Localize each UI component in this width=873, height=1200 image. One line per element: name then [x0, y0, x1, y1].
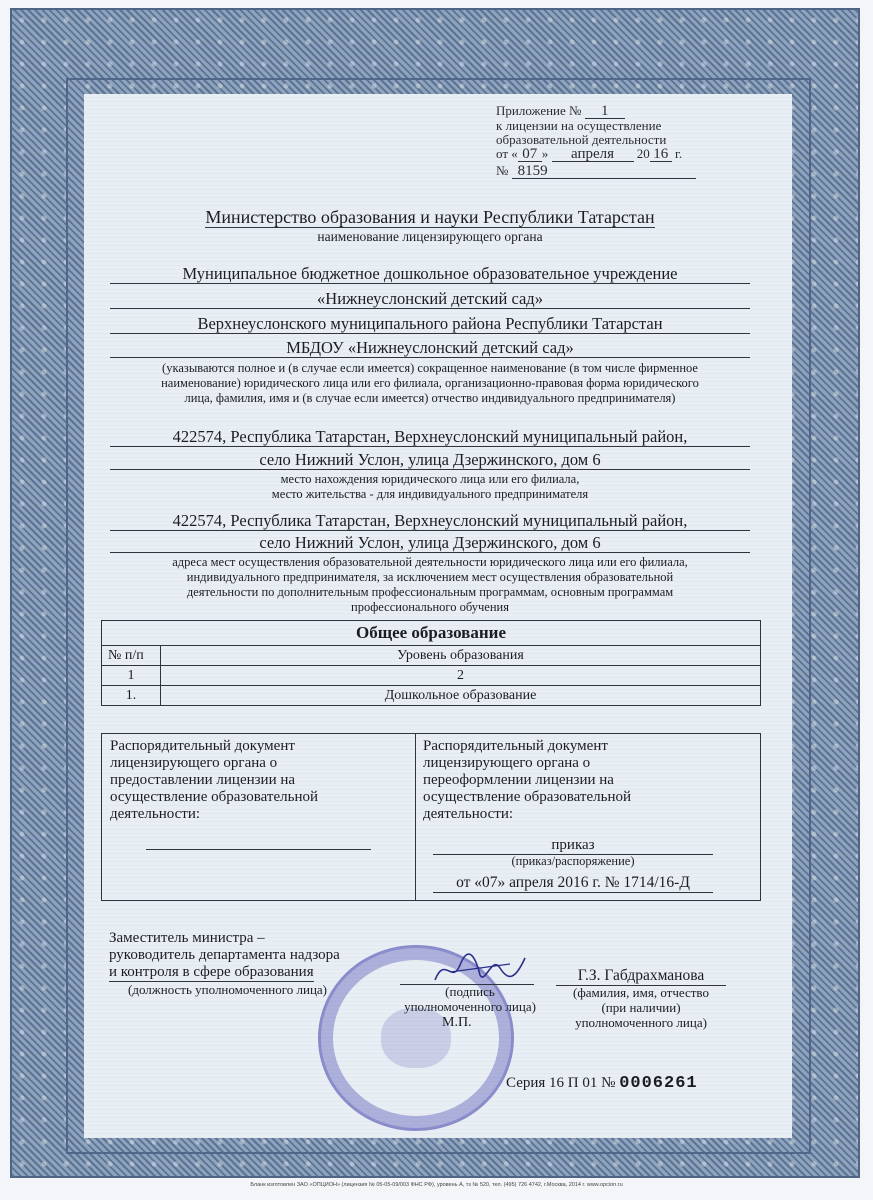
documents-box	[101, 733, 761, 901]
org-line-4: МБДОУ «Нижнеуслонский детский сад»	[110, 338, 750, 358]
authority-name-text: Министерство образования и науки Республики Татарстан	[205, 207, 655, 227]
table-row	[102, 686, 761, 706]
reissue-line: Распорядительный документ	[423, 738, 608, 754]
row-level: 2	[161, 666, 761, 686]
activity-hint-1: адреса мест осуществления образовательной деятельности юридического лица или его филиала,	[172, 555, 688, 569]
activity-hint-4: профессионального обучения	[351, 600, 509, 614]
signatory-position	[109, 930, 340, 982]
signatory-name: Г.З. Габдрахманова	[556, 967, 726, 986]
location-line-2: село Нижний Услон, улица Дзержинского, дом 6	[110, 450, 750, 470]
activity-hint-3: деятельности по дополнительным профессиональным программам, основным программам	[186, 585, 674, 599]
series-code: 16 П 01	[549, 1075, 598, 1091]
issuance-document-text	[110, 738, 400, 823]
reissue-doc-type-hint: (приказ/распоряжение)	[511, 854, 635, 868]
issuance-line: предоставлении лицензии на	[110, 772, 296, 788]
position-line: Заместитель министра –	[109, 930, 265, 946]
reissue-document-column	[415, 734, 760, 900]
sig-hint-line: уполномоченного лица)	[404, 999, 536, 1014]
position-line: и контроля в сфере образования	[109, 964, 314, 980]
reissue-line: осуществление образовательной	[423, 789, 631, 805]
row-level: Дошкольное образование	[161, 686, 761, 706]
appendix-label: Приложение №	[496, 103, 582, 118]
reissue-line: лицензирующего органа о	[423, 755, 591, 771]
sig-hint-line: (подпись	[445, 984, 495, 999]
issuance-line: лицензирующего органа о	[110, 755, 278, 771]
name-hint-line: (фамилия, имя, отчество	[573, 985, 709, 1000]
org-line-3: Верхнеуслонского муниципального района Республики Татарстан	[110, 314, 750, 334]
org-hint-1: (указываются полное и (в случае если имеется) сокращенное наименование (в том числе фирменное	[162, 361, 698, 375]
seal-emblem	[381, 1008, 451, 1068]
education-table	[101, 620, 761, 706]
authority-name	[110, 207, 750, 228]
issuance-blank-line	[146, 849, 371, 850]
appendix-year: 16	[650, 147, 672, 162]
issuance-line: деятельности:	[110, 806, 201, 822]
series-label: Серия	[506, 1075, 546, 1091]
table-title-row	[102, 621, 761, 646]
name-hint-line: уполномоченного лица)	[575, 1015, 707, 1030]
issuance-document-column	[102, 734, 416, 900]
issuance-line: осуществление образовательной	[110, 789, 318, 805]
location-hint-2: место жительства - для индивидуального предпринимателя	[271, 487, 589, 501]
date-prefix: от «	[496, 146, 518, 161]
activity-line-2: село Нижний Услон, улица Дзержинского, дом 6	[110, 533, 750, 553]
appendix-day: 07	[518, 147, 542, 162]
series-num-label: №	[601, 1075, 616, 1091]
row-number: 1	[102, 666, 161, 686]
reissue-line: переоформлении лицензии на	[423, 772, 614, 788]
appendix-line-2: образовательной деятельности	[496, 132, 667, 147]
org-hint-2: наименование) юридического лица или его филиала, организационно-правовая форма юридического	[161, 376, 699, 390]
issuance-line: Распорядительный документ	[110, 738, 295, 754]
reissue-document-text	[423, 738, 713, 823]
table-header-row	[102, 646, 761, 666]
form-series	[506, 1074, 698, 1093]
reissue-doc-type: приказ	[433, 837, 713, 855]
appendix-month: апреля	[552, 147, 634, 162]
org-line-1: Муниципальное бюджетное дошкольное образовательное учреждение	[110, 264, 750, 284]
signature-hint	[395, 984, 545, 1014]
location-hint-1: место нахождения юридического лица или его филиала,	[280, 472, 580, 486]
name-hint-line: (при наличии)	[601, 1000, 681, 1015]
table-row	[102, 666, 761, 686]
signatory-name-hint	[556, 985, 726, 1030]
activity-line-1: 422574, Республика Татарстан, Верхнеуслонский муниципальный район,	[110, 511, 750, 531]
reissue-line: деятельности:	[423, 806, 514, 822]
date-mid: »	[541, 146, 549, 161]
appendix-number: 1	[585, 104, 625, 119]
printer-footer: Бланк изготовлен ЗАО «ОПЦИОН» (лицензия № 05-05-09/003 ФНС РФ), уровень А, тз № 520, тел. (495) 726 4742, г.Москва, 2014 г. www.opcion.ru	[250, 1182, 623, 1188]
year-prefix: 20	[636, 146, 650, 161]
position-line: руководитель департамента надзора	[109, 947, 340, 963]
license-number: 8159	[512, 164, 696, 179]
appendix-line-1: к лицензии на осуществление	[496, 118, 662, 133]
col-level-header: Уровень образования	[161, 646, 761, 666]
org-hint-3: лица, фамилия, имя и (в случае если имеется) отчество индивидуального предпринимателя)	[184, 391, 676, 405]
position-hint: (должность уполномоченного лица)	[128, 982, 328, 997]
stamp-place-label: М.П.	[442, 1015, 472, 1030]
year-unit: г.	[675, 146, 683, 161]
license-num-label: №	[496, 163, 509, 178]
authority-hint: наименование лицензирующего органа	[317, 229, 543, 244]
appendix-header	[496, 104, 726, 179]
series-number: 0006261	[619, 1074, 698, 1093]
row-number: 1.	[102, 686, 161, 706]
activity-hint-2: индивидуального предпринимателя, за исключением мест осуществления образовательной	[186, 570, 674, 584]
location-line-1: 422574, Республика Татарстан, Верхнеуслонский муниципальный район,	[110, 427, 750, 447]
reissue-doc-reference: от «07» апреля 2016 г. № 1714/16-Д	[433, 874, 713, 893]
org-line-2: «Нижнеуслонский детский сад»	[110, 289, 750, 309]
col-number-header: № п/п	[102, 646, 161, 666]
table-title: Общее образование	[102, 621, 761, 646]
